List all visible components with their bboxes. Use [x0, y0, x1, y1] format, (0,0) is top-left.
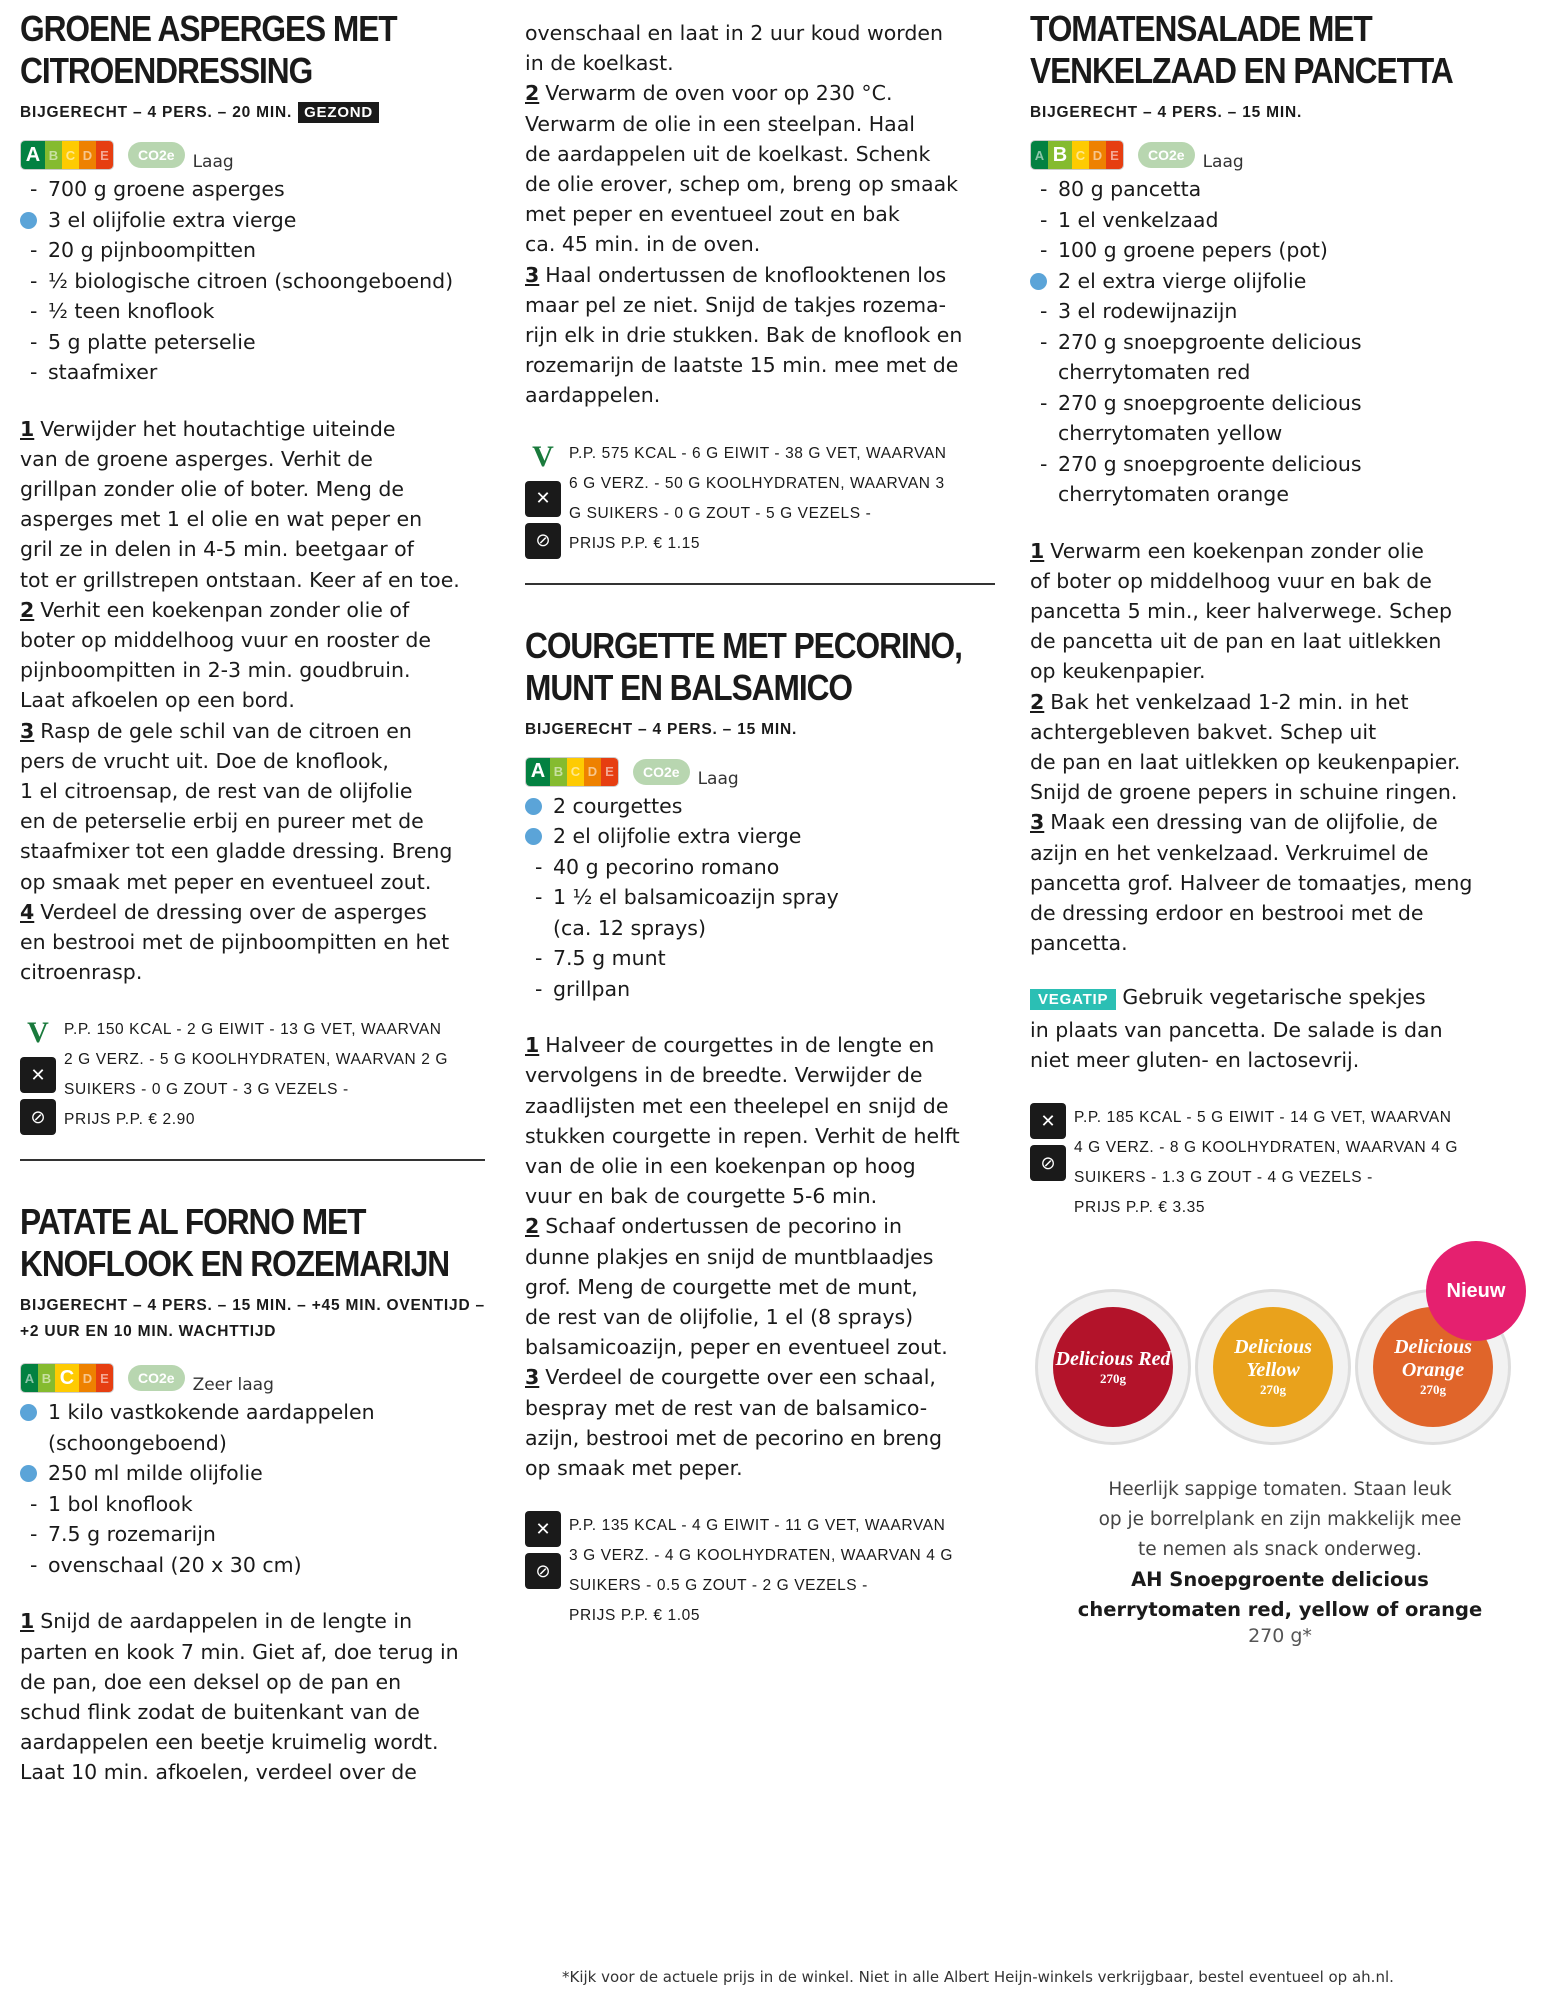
- ingredient: [525, 882, 995, 913]
- recipe-title: [20, 1201, 450, 1285]
- tub-name: Delicious Red: [1055, 1347, 1171, 1370]
- step-number: 2: [20, 597, 35, 622]
- step-text: ovenschaal en laat in 2 uur koud worden in de koelkast.: [525, 21, 943, 76]
- ingredient: [1030, 418, 1530, 449]
- title-line: MUNT EN BALSAMICO: [525, 666, 852, 708]
- product-image: [1030, 1259, 1530, 1469]
- ingredient-list: [1030, 174, 1530, 510]
- text-line: op je borrelplank en zijn makkelijk mee: [1098, 1509, 1462, 1531]
- text-line: SUIKERS - 1.3 G ZOUT - 4 G VEZELS -: [1074, 1169, 1373, 1187]
- nutriscore-grade: C: [55, 1364, 79, 1392]
- step-number: 3: [525, 262, 540, 287]
- step-number: 1: [525, 1033, 540, 1058]
- step: [525, 1030, 995, 1211]
- nutrition-text: [569, 439, 947, 559]
- co2-level: Laag: [192, 152, 234, 172]
- nutrition-text: [569, 1511, 953, 1631]
- recipe-courgette: [525, 625, 995, 1632]
- nutrition-block: [20, 1015, 485, 1135]
- co2-cloud-icon: CO2e: [633, 759, 690, 785]
- nutrition-block: [1030, 1103, 1530, 1223]
- step-number: 3: [20, 718, 35, 743]
- dash-marker: -: [30, 329, 38, 354]
- text-line: P.P. 150 KCAL - 2 G EIWIT - 13 G VET, WAARVAN: [64, 1021, 442, 1039]
- vegatip: [1030, 982, 1530, 1075]
- tub-label: [1053, 1307, 1173, 1427]
- ingredient: [525, 974, 995, 1005]
- ingredient-text: 2 el olijfolie extra vierge: [553, 824, 802, 849]
- step-text: Schaaf ondertussen de pecorino in dunne plakjes en snijd de muntblaadjes grof. Meng de courgette met de munt, de rest van de olijfolie, 1 el (8 sprays) balsamicoazijn, peper en eventueel zout.: [525, 1214, 948, 1360]
- nutriscore-badge: [20, 140, 114, 170]
- step: [20, 1606, 485, 1787]
- step-text: Verwarm de oven voor op 230 °C. Verwarm de olie in een steelpan. Haal de aardappelen uit de koelkast. Schenk de olie erover, schep om, breng op smaak met peper en eventueel zout en bak ca. 45 min. in de oven.: [525, 81, 959, 257]
- ingredient-text: 20 g pijnboompitten: [48, 238, 256, 262]
- step-number: 1: [20, 1609, 35, 1634]
- ingredient: [1030, 174, 1530, 205]
- ingredient: [20, 1458, 485, 1489]
- recipe-title: [525, 624, 962, 709]
- title-line: TOMATENSALADE MET: [1030, 8, 1372, 49]
- step-text: Verhit een koekenpan zonder olie of boter op middelhoog vuur en rooster de pijnboompitten in 2-3 min. goudbruin. Laat afkoelen op een bord.: [20, 597, 431, 713]
- recipe-meta: [20, 104, 485, 122]
- nutrition-text: [1074, 1103, 1458, 1223]
- step-number: 1: [20, 416, 35, 441]
- title-line: CITROENDRESSING: [20, 50, 313, 91]
- dash-marker: -: [1040, 299, 1048, 323]
- step: [20, 716, 485, 897]
- ingredient: [20, 1428, 485, 1459]
- nutrition-block: [525, 1511, 995, 1631]
- ingredient-text: 700 g groene asperges: [48, 177, 285, 201]
- text-line: PRIJS P.P. € 1.15: [569, 534, 701, 552]
- olive-oil-drop-icon: [525, 828, 542, 845]
- ingredient: [525, 943, 995, 974]
- ingredient: [1030, 479, 1530, 510]
- lactose-free-icon: ⊘: [20, 1099, 56, 1135]
- lactose-free-icon: ⊘: [1030, 1145, 1066, 1181]
- nutriscore-grade: B: [1048, 141, 1072, 169]
- step-number: 3: [525, 1365, 540, 1390]
- nutriscore-grade: A: [21, 1364, 38, 1392]
- ingredient-text: 2 courgettes: [553, 793, 683, 818]
- ingredient-text: ½ teen knoflook: [48, 299, 215, 323]
- footer-note: *Kijk voor de actuele prijs in de winkel. Niet in alle Albert Heijn-winkels verkrijgbaar, bestel eventueel op ah.nl.: [562, 1968, 1394, 1986]
- dash-marker: -: [1040, 451, 1048, 476]
- gluten-free-icon: ✕: [1030, 1103, 1066, 1139]
- text-line: P.P. 575 KCAL - 6 G EIWIT - 38 G VET, WAARVAN: [569, 444, 947, 462]
- recipe-steps: [20, 414, 485, 988]
- score-bar: [1030, 138, 1530, 172]
- step: [525, 1211, 995, 1362]
- text-line: 6 G VERZ. - 50 G KOOLHYDRATEN, WAARVAN 3: [569, 474, 945, 492]
- gluten-free-icon: ✕: [20, 1057, 56, 1093]
- ingredient-text: 7.5 g munt: [553, 946, 666, 971]
- ingredient-list: [20, 1397, 485, 1580]
- ingredient-text: 100 g groene pepers (pot): [1058, 238, 1328, 262]
- title-line: PATATE AL FORNO MET: [20, 1201, 366, 1243]
- ingredient: [1030, 388, 1530, 419]
- ingredient-text: 270 g snoepgroente delicious: [1058, 329, 1362, 354]
- title-line: KNOFLOOK EN ROZEMARIJN: [20, 1243, 450, 1285]
- step-text: Snijd de aardappelen in de lengte in parten en kook 7 min. Giet af, doe terug in de pan, doe een deksel op de pan en schud flink zodat de buitenkant van de aardappelen een beetje kruimelig wordt. Laat 10 min. afkoelen, verdeel over de: [20, 1609, 459, 1785]
- step-text: Halveer de courgettes in de lengte en vervolgens in de breedte. Verwijder de zaadlijsten met een theelepel en snijd de stukken courgette in repen. Verhit de helft van de olie in een koekenpan op hoog vuur en bak de courgette 5-6 min.: [525, 1033, 960, 1209]
- ingredient: [20, 327, 485, 358]
- ingredient-text: 270 g snoepgroente delicious: [1058, 390, 1362, 415]
- ingredient-text: cherrytomaten yellow: [1058, 421, 1283, 445]
- ingredient-text: 7.5 g rozemarijn: [48, 1522, 216, 1547]
- ingredient-list: [20, 174, 485, 388]
- olive-oil-drop-icon: [525, 798, 542, 815]
- step-number: 2: [1030, 689, 1045, 714]
- dash-marker: -: [30, 268, 38, 293]
- text-line: cherrytomaten red, yellow of orange: [1077, 1598, 1483, 1622]
- text-line: SUIKERS - 0.5 G ZOUT - 2 G VEZELS -: [569, 1577, 868, 1595]
- step-number: 1: [1030, 538, 1045, 563]
- olive-oil-drop-icon: [20, 212, 37, 229]
- step: [525, 78, 995, 259]
- ingredient: [20, 357, 485, 388]
- ingredient-text: 40 g pecorino romano: [553, 854, 780, 879]
- tub-red: [1035, 1289, 1191, 1445]
- step-text: Maak een dressing van de olijfolie, de azijn en het venkelzaad. Verkruimel de pancetta grof. Halveer de tomaatjes, meng de dressing erdoor en bestrooi met de pancetta.: [1030, 810, 1473, 956]
- product-weight: 270 g*: [1248, 1625, 1312, 1648]
- olive-oil-drop-icon: [20, 1404, 37, 1421]
- co2-cloud-icon: CO2e: [128, 1365, 185, 1391]
- text-line: SUIKERS - 0 G ZOUT - 3 G VEZELS -: [64, 1081, 349, 1099]
- score-bar: [20, 1361, 485, 1395]
- dash-marker: -: [535, 885, 543, 910]
- olive-oil-drop-icon: [1030, 273, 1047, 290]
- recipe-meta: BIJGERECHT – 4 PERS. – 15 MIN.: [1030, 104, 1303, 121]
- ingredient: [20, 1519, 485, 1550]
- ingredient-text: (schoongeboend): [48, 1430, 227, 1455]
- ingredient: [1030, 296, 1530, 327]
- text-line: 3 G VERZ. - 4 G KOOLHYDRATEN, WAARVAN 4 G: [569, 1547, 954, 1565]
- step-text: Bak het venkelzaad 1-2 min. in het achtergebleven bakvet. Schep uit de pan en laat uitlekken op keukenpapier. Snijd de groene pepers in schuine ringen.: [1030, 689, 1461, 805]
- section-divider: [525, 583, 995, 585]
- nutrition-text: [64, 1015, 448, 1135]
- recipe-tomatensalade: [1030, 0, 1530, 1223]
- ingredient: [1030, 266, 1530, 297]
- recipe-steps: [525, 18, 995, 78]
- vegan-icon: V: [20, 1015, 56, 1051]
- tub-weight: 270g: [1260, 1382, 1286, 1398]
- dash-marker: -: [1040, 390, 1048, 415]
- dash-marker: -: [30, 177, 38, 201]
- nutriscore-grade: A: [21, 141, 45, 169]
- meta-text: BIJGERECHT – 4 PERS. – 20 MIN.: [20, 104, 293, 121]
- recipe-steps: [525, 78, 995, 410]
- nutriscore-grade: D: [1089, 141, 1106, 169]
- ingredient: [525, 852, 995, 883]
- nutriscore-grade: D: [584, 758, 601, 786]
- ingredient: [525, 913, 995, 944]
- nutriscore-grade: B: [550, 758, 567, 786]
- text-line: PRIJS P.P. € 1.05: [569, 1607, 701, 1625]
- dash-marker: -: [535, 854, 543, 879]
- nutriscore-badge: [1030, 140, 1124, 170]
- nutriscore-grade: E: [1106, 141, 1123, 169]
- co2-level: Laag: [1202, 152, 1244, 172]
- score-bar: [525, 755, 995, 789]
- ingredient: [20, 235, 485, 266]
- recipe-groene-asperges: [20, 0, 485, 1135]
- tub-name: Delicious Yellow: [1234, 1336, 1312, 1382]
- ingredient-list: [525, 791, 995, 1005]
- ingredient: [20, 1489, 485, 1520]
- diet-icons: [525, 1511, 569, 1631]
- dash-marker: -: [30, 360, 38, 384]
- dash-marker: -: [30, 1491, 38, 1516]
- ingredient: [20, 266, 485, 297]
- diet-icons: [20, 1015, 64, 1135]
- dash-marker: -: [30, 1522, 38, 1547]
- nutriscore-badge: [20, 1363, 114, 1393]
- recipe-patate-continued: [525, 0, 995, 559]
- ingredient: [20, 205, 485, 236]
- text-line: 2 G VERZ. - 5 G KOOLHYDRATEN, WAARVAN 2 G: [64, 1051, 449, 1069]
- recipe-steps: [20, 1606, 485, 1787]
- text-line: 4 G VERZ. - 8 G KOOLHYDRATEN, WAARVAN 4 G: [1074, 1139, 1459, 1157]
- product-description: [1030, 1475, 1530, 1565]
- ingredient: [525, 791, 995, 822]
- step-number: 2: [525, 81, 540, 106]
- gluten-free-icon: ✕: [525, 481, 561, 517]
- step-text: Verwarm een koekenpan zonder olie of boter op middelhoog vuur en bak de pancetta 5 min., keer halverwege. Schep de pancetta uit de pan en laat uitlekken op keukenpapier.: [1030, 538, 1453, 684]
- nutriscore-grade: B: [38, 1364, 55, 1392]
- co2-level: Zeer laag: [192, 1375, 274, 1396]
- dash-marker: -: [535, 946, 543, 971]
- text-line: PRIJS P.P. € 3.35: [1074, 1199, 1206, 1217]
- dash-marker: -: [535, 976, 543, 1001]
- section-divider: [20, 1159, 485, 1161]
- column-left: [20, 0, 485, 1788]
- recipe-steps: [525, 1030, 995, 1483]
- diet-icons: [1030, 1103, 1074, 1223]
- ingredient-text: 3 el olijfolie extra vierge: [48, 207, 297, 232]
- step: [525, 1362, 995, 1483]
- nutriscore-grade: E: [96, 141, 113, 169]
- nutrition-block: [525, 439, 995, 559]
- step-continued: [525, 18, 995, 78]
- co2-cloud-icon: CO2e: [1138, 142, 1195, 168]
- step-text: Haal ondertussen de knoflooktenen los maar pel ze niet. Snijd de takjes rozema- rijn elk in drie stukken. Bak de knoflook en rozemarijn de laatste 15 min. mee met de aardappelen.: [525, 262, 963, 408]
- tub-yellow: [1195, 1289, 1351, 1445]
- nutriscore-grade: D: [79, 141, 96, 169]
- vegatip-badge: VEGATIP: [1030, 989, 1116, 1010]
- co2-cloud-icon: CO2e: [128, 142, 185, 168]
- step-number: 3: [1030, 810, 1045, 835]
- olive-oil-drop-icon: [20, 1465, 37, 1482]
- ingredient: [20, 174, 485, 205]
- lactose-free-icon: ⊘: [525, 523, 561, 559]
- dash-marker: -: [30, 1552, 38, 1577]
- lactose-free-icon: ⊘: [525, 1553, 561, 1589]
- ingredient-text: 1 bol knoflook: [48, 1491, 193, 1516]
- nutriscore-badge: [525, 757, 619, 787]
- ingredient-text: 3 el rodewijnazijn: [1058, 299, 1238, 323]
- co2-level: Laag: [697, 768, 739, 789]
- step-number: 4: [20, 899, 35, 924]
- ingredient-text: 250 ml milde olijfolie: [48, 1461, 263, 1486]
- step: [1030, 687, 1530, 808]
- title-line: COURGETTE MET PECORINO,: [525, 624, 962, 666]
- step: [20, 414, 485, 595]
- text-line: Heerlijk sappige tomaten. Staan leuk: [1108, 1479, 1452, 1501]
- ingredient-text: cherrytomaten red: [1058, 360, 1251, 384]
- ingredient-text: 1 kilo vastkokende aardappelen: [48, 1400, 375, 1425]
- ingredient: [20, 1397, 485, 1428]
- step: [1030, 807, 1530, 958]
- recipe-meta: BIJGERECHT – 4 PERS. – 15 MIN. – +45 MIN. OVENTIJD – +2 UUR EN 10 MIN. WACHTTIJD: [20, 1297, 485, 1341]
- recipe-patate-al-forno: [20, 1201, 485, 1787]
- ingredient-text: 1 ½ el balsamicoazijn spray: [553, 885, 839, 910]
- dash-marker: -: [30, 299, 38, 323]
- ingredient: [1030, 205, 1530, 236]
- score-bar: [20, 138, 485, 172]
- step: [20, 897, 485, 988]
- text-line: AH Snoepgroente delicious: [1131, 1568, 1429, 1592]
- dash-marker: -: [1040, 177, 1048, 201]
- ingredient-text: 270 g snoepgroente delicious: [1058, 451, 1362, 476]
- text-line: P.P. 185 KCAL - 5 G EIWIT - 14 G VET, WAARVAN: [1074, 1109, 1452, 1127]
- ingredient-text: cherrytomaten orange: [1058, 482, 1289, 506]
- nieuw-badge: Nieuw: [1426, 1241, 1526, 1341]
- nutriscore-grade: E: [601, 758, 618, 786]
- ingredient-text: 1 el venkelzaad: [1058, 207, 1219, 232]
- title-line: VENKELZAAD EN PANCETTA: [1030, 50, 1453, 91]
- step-text: Verwijder het houtachtige uiteinde van de groene asperges. Verhit de grillpan zonder olie of boter. Meng de asperges met 1 el olie en wat peper en gril ze in delen in 4-5 min. beetgaar of tot er grillstrepen ontstaan. Keer af en toe.: [20, 416, 460, 592]
- step: [1030, 536, 1530, 687]
- column-middle: [525, 0, 995, 1655]
- ingredient-text: grillpan: [553, 976, 631, 1001]
- nutriscore-grade: A: [1031, 141, 1048, 169]
- nutriscore-grade: A: [526, 758, 550, 786]
- vegatip-text: Gebruik vegetarische spekjes in plaats van pancetta. De salade is dan niet meer gluten- en lactosevrij.: [1030, 985, 1443, 1073]
- ingredient-text: (ca. 12 sprays): [553, 915, 706, 940]
- nutriscore-grade: C: [62, 141, 79, 169]
- column-right: [1030, 0, 1530, 1647]
- dash-marker: -: [30, 238, 38, 262]
- tub-weight: 270g: [1420, 1382, 1446, 1398]
- ingredient-text: ovenschaal (20 x 30 cm): [48, 1552, 302, 1577]
- tub-label: [1213, 1307, 1333, 1427]
- nutriscore-grade: E: [96, 1364, 113, 1392]
- vegan-icon: V: [525, 439, 561, 475]
- gezond-badge: GEZOND: [298, 102, 379, 123]
- recipe-title: [1030, 8, 1470, 92]
- step-text: Verdeel de dressing over de asperges en bestrooi met de pijnboompitten en het citroenrasp.: [20, 899, 450, 985]
- dash-marker: -: [1040, 329, 1048, 354]
- tub-weight: 270g: [1100, 1370, 1126, 1386]
- recipe-title: [20, 8, 429, 92]
- nutriscore-grade: C: [567, 758, 584, 786]
- nutriscore-grade: C: [1072, 141, 1089, 169]
- step-text: Rasp de gele schil van de citroen en pers de vrucht uit. Doe de knoflook, 1 el citroensap, de rest van de olijfolie en de peterselie erbij en pureer met de staafmixer tot een gladde dressing. Breng op smaak met peper en eventueel zout.: [20, 718, 453, 894]
- nutriscore-grade: D: [79, 1364, 96, 1392]
- gluten-free-icon: ✕: [525, 1511, 561, 1547]
- ingredient-text: 2 el extra vierge olijfolie: [1058, 268, 1307, 293]
- step-text: Verdeel de courgette over een schaal, bespray met de rest van de balsamico- azijn, bestrooi met de pecorino en breng op smaak met peper.: [525, 1365, 942, 1480]
- ingredient-text: ½ biologische citroen (schoongeboend): [48, 268, 454, 293]
- text-line: PRIJS P.P. € 2.90: [64, 1111, 196, 1129]
- ingredient: [525, 821, 995, 852]
- dash-marker: -: [1040, 238, 1048, 262]
- ingredient: [20, 1550, 485, 1581]
- text-line: G SUIKERS - 0 G ZOUT - 5 G VEZELS -: [569, 504, 872, 522]
- ingredient: [1030, 357, 1530, 388]
- recipe-meta: BIJGERECHT – 4 PERS. – 15 MIN.: [525, 720, 798, 738]
- step-number: 2: [525, 1214, 540, 1239]
- product-promo: [1030, 1259, 1530, 1647]
- step: [20, 595, 485, 716]
- ingredient: [20, 296, 485, 327]
- title-line: GROENE ASPERGES MET: [20, 8, 397, 49]
- text-line: P.P. 135 KCAL - 4 G EIWIT - 11 G VET, WAARVAN: [569, 1517, 946, 1535]
- product-name: [1030, 1565, 1530, 1625]
- ingredient: [1030, 327, 1530, 358]
- ingredient-text: staafmixer: [48, 360, 158, 384]
- text-line: te nemen als snack onderweg.: [1137, 1539, 1422, 1561]
- ingredient-text: 80 g pancetta: [1058, 177, 1202, 201]
- nutriscore-grade: B: [45, 141, 62, 169]
- tub-name: Delicious Orange: [1394, 1336, 1472, 1382]
- diet-icons: [525, 439, 569, 559]
- ingredient: [1030, 449, 1530, 480]
- recipe-steps: [1030, 536, 1530, 959]
- dash-marker: -: [1040, 207, 1048, 232]
- step: [525, 260, 995, 411]
- ingredient-text: 5 g platte peterselie: [48, 329, 256, 354]
- ingredient: [1030, 235, 1530, 266]
